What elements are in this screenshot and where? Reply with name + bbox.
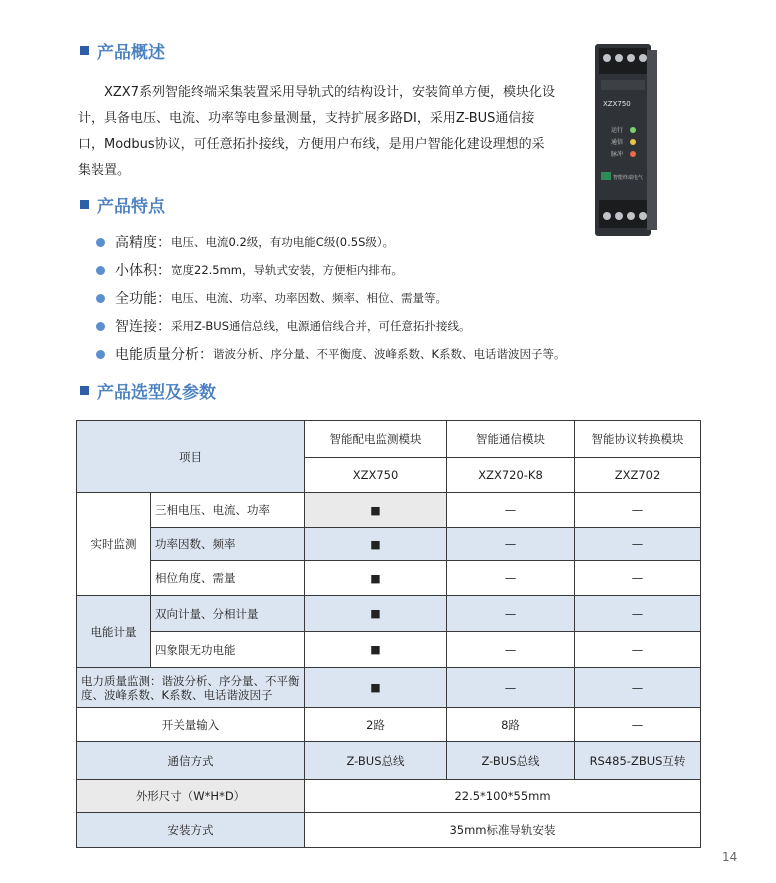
table-cell: — [575,561,701,596]
table-cell: Z-BUS总线 [305,742,447,780]
table-row [77,742,701,780]
table-cell: — [575,596,701,632]
device-image [585,40,665,240]
table-cell: — [447,668,575,708]
feature-item [96,228,656,256]
table-cell: — [447,493,575,528]
table-cell: 8路 [447,708,575,742]
feature-name: 小体积： [115,263,171,279]
table-cell: RS485-ZBUS互转 [575,742,701,780]
row-label: 通信方式 [77,742,305,780]
bullet-dot-icon [96,238,105,247]
group-label-realtime: 实时监测 [77,493,151,596]
table-row [77,708,701,742]
feature-list [96,228,656,368]
table-cell: — [575,632,701,668]
bullet-dot-icon [96,350,105,359]
table-cell: ■ [305,596,447,632]
section-title-text: 产品概述 [97,43,165,63]
table-row [77,813,701,848]
section-bullet-icon [80,46,89,55]
row-label: 功率因数、频率 [151,528,305,561]
feature-name: 电能质量分析： [115,347,213,363]
feature-desc: 采用Z-BUS通信总线，电源通信线合并，可任意拓扑接线。 [171,319,471,333]
table-row [77,668,701,708]
table-cell: — [575,708,701,742]
group-label-energy: 电能计量 [77,596,151,668]
header-module: 智能协议转换模块 [575,421,701,458]
page-number: 14 [722,850,738,864]
header-model: XZX720-K8 [447,458,575,493]
feature-name: 智连接： [115,319,171,335]
device-model-label: XZX750 [603,100,631,108]
table-cell: 22.5*100*55mm [305,780,701,813]
table-cell: — [447,561,575,596]
row-label: 安装方式 [77,813,305,848]
intro-paragraph [78,80,556,184]
table-row [77,493,701,528]
section-title-params [80,378,216,403]
section-bullet-icon [80,200,89,209]
table-cell: — [575,528,701,561]
table-row [77,528,701,561]
table-cell: ■ [305,632,447,668]
feature-desc: 电压、电流、功率、功率因数、频率、相位、需量等。 [171,291,447,305]
feature-item [96,284,656,312]
row-label: 外形尺寸（W*H*D） [77,780,305,813]
led-run-icon [630,127,636,133]
section-title-features [80,192,165,217]
intro-text: XZX7系列智能终端采集装置采用导轨式的结构设计，安装简单方便，模块化设计，具备电压、电流、功率等电参量测量，支持扩展多路DI，采用Z-BUS通信接口，Modbus协议，可任意拓扑接线，方便用户布线，是用户智能化建设理想的采集装置。 [78,85,555,178]
table-cell: ■ [305,493,447,528]
brand-logo-icon [601,172,611,180]
row-label: 开关量输入 [77,708,305,742]
header-model: ZXZ702 [575,458,701,493]
header-module: 智能通信模块 [447,421,575,458]
table-row [77,780,701,813]
feature-desc: 谐波分析、序分量、不平衡度、波峰系数、K系数、电话谐波因子等。 [213,347,566,361]
row-label: 三相电压、电流、功率 [151,493,305,528]
table-cell: ■ [305,668,447,708]
bullet-dot-icon [96,322,105,331]
table-row [77,632,701,668]
row-label: 相位角度、需量 [151,561,305,596]
table-row [77,596,701,632]
header-item: 项目 [77,421,305,493]
feature-item [96,256,656,284]
feature-name: 高精度： [115,235,171,251]
table-cell: — [447,632,575,668]
led-pulse-icon [630,151,636,157]
led-comm-icon [630,139,636,145]
feature-desc: 宽度22.5mm，导轨式安装，方便柜内排布。 [171,263,404,277]
device-led-label-pulse: 脉冲 [611,151,624,158]
table-cell: 2路 [305,708,447,742]
row-label: 双向计量、分相计量 [151,596,305,632]
table-cell: 35mm标准导轨安装 [305,813,701,848]
device-led-label-run: 运行 [611,127,624,134]
feature-item [96,312,656,340]
spec-table [76,420,701,848]
section-bullet-icon [80,386,89,395]
section-title-text: 产品特点 [97,197,165,217]
bullet-dot-icon [96,266,105,275]
table-cell: — [575,493,701,528]
table-cell: ■ [305,528,447,561]
table-cell: — [447,596,575,632]
row-label: 电力质量监测：谐波分析、序分量、不平衡度、波峰系数、K系数、电话谐波因子 [77,668,305,708]
feature-item [96,340,656,368]
device-brand-label: 智能终端电气 [613,175,644,181]
table-row [77,561,701,596]
header-module: 智能配电监测模块 [305,421,447,458]
device-led-label-comm: 通信 [611,139,624,146]
feature-desc: 电压、电流0.2级，有功电能C级(0.5S级）。 [171,235,395,249]
feature-name: 全功能： [115,291,171,307]
row-label: 四象限无功电能 [151,632,305,668]
section-title-overview [80,38,165,63]
table-cell: Z-BUS总线 [447,742,575,780]
table-cell: — [575,668,701,708]
header-model: XZX750 [305,458,447,493]
table-cell: — [447,528,575,561]
table-cell: ■ [305,561,447,596]
section-title-text: 产品选型及参数 [97,383,216,403]
bullet-dot-icon [96,294,105,303]
